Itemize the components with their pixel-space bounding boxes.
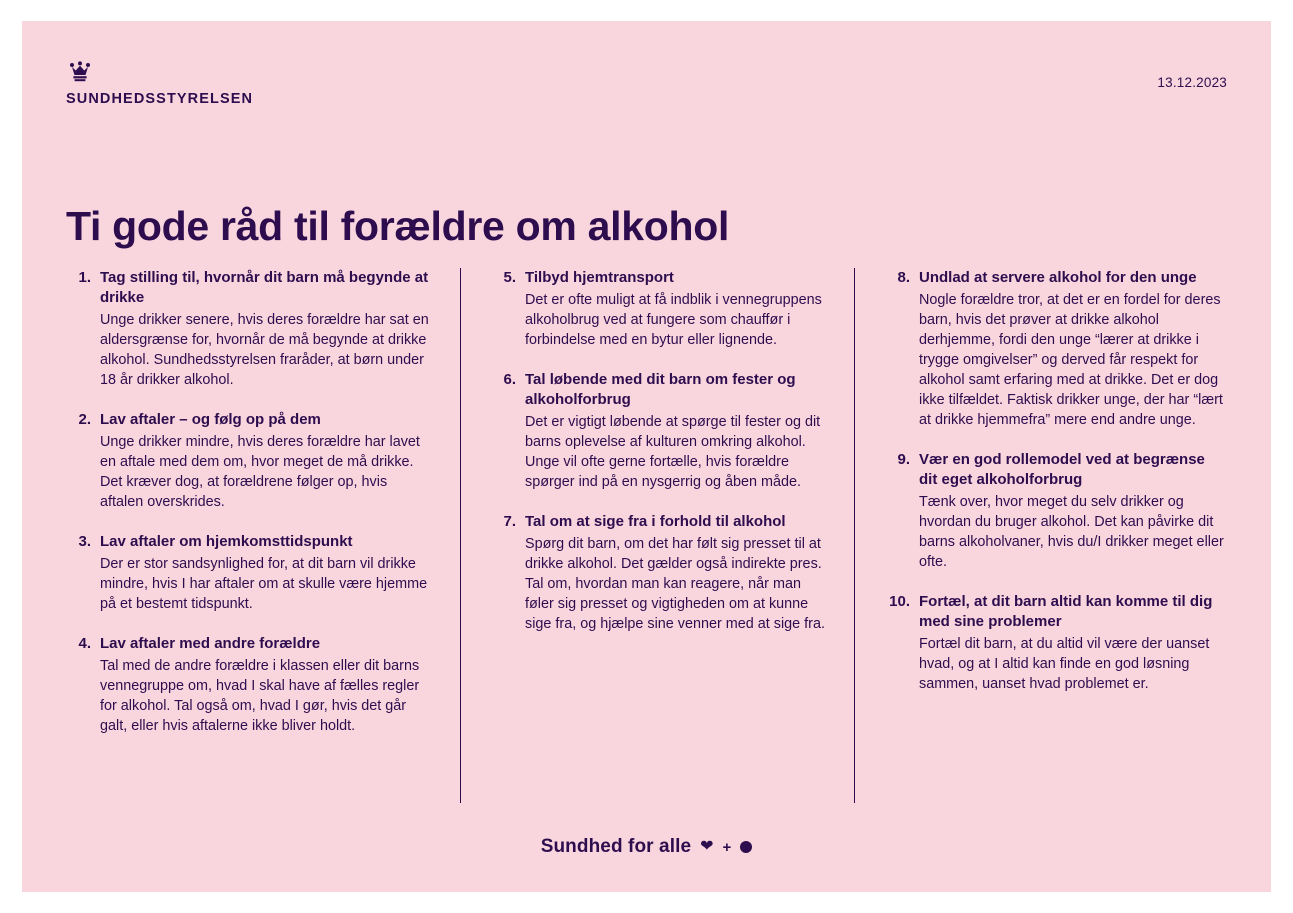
advice-body [100, 634, 434, 736]
advice-column-1 [66, 268, 460, 803]
advice-item [885, 268, 1226, 430]
logo [66, 61, 253, 107]
advice-body [919, 592, 1226, 694]
advice-heading: Lav aftaler med andre forældre [100, 635, 321, 652]
document-date: 13.12.2023 [1157, 75, 1227, 90]
page-title: Ti gode råd til forældre om alkohol [66, 203, 730, 250]
advice-number: 8. [897, 269, 910, 286]
advice-heading: Tal om at sige fra i forhold til alkohol [525, 513, 786, 530]
advice-heading: Lav aftaler – og følg op på dem [100, 411, 321, 428]
advice-body [525, 512, 828, 634]
logo-text: SUNDHEDSSTYRELSEN [66, 91, 254, 107]
advice-heading: Tilbyd hjemtransport [525, 269, 674, 286]
advice-item [66, 532, 434, 614]
advice-text: Der er stor sandsynlighed for, at dit barn vil drikke mindre, hvis I har aftaler om at skulle være hjemme på et bestemt tidspunkt. [100, 556, 428, 612]
advice-text: Spørg dit barn, om det har følt sig presset til at drikke alkohol. Det gælder også indirekte pres. Tal om, hvordan man kan reagere, når man føler sig presset og vigtigheden om at kunne sige fra, og hjælpe sine venner med at sige fra. [525, 536, 825, 632]
document-footer [22, 836, 1271, 858]
advice-item [66, 410, 434, 512]
advice-body [919, 450, 1226, 572]
advice-text: Unge drikker mindre, hvis deres forældre har lavet en aftale med dem om, hvor meget de må drikke. Det kræver dog, at forældrene følger op, hvis aftalen overskrides. [100, 434, 420, 510]
advice-number: 4. [78, 635, 91, 652]
advice-item [66, 268, 434, 390]
advice-text: Unge drikker senere, hvis deres forældre har sat en aldersgrænse for, hvornår de må begynde at drikke alkohol. Sundhedsstyrelsen fraråder, at børn under 18 år drikker alkohol. [100, 312, 429, 388]
heart-icon: ❤ [700, 838, 714, 855]
advice-item [885, 450, 1226, 572]
advice-text: Fortæl dit barn, at du altid vil være der uanset hvad, og at I altid kan finde en god løsning sammen, uanset hvad problemet er. [919, 636, 1210, 692]
advice-text: Det er ofte muligt at få indblik i vennegruppens alkoholbrug ved at fungere som chauffør i forbindelse med en bytur eller lignende. [525, 292, 822, 348]
advice-heading: Tal løbende med dit barn om fester og alkoholforbrug [525, 371, 796, 408]
advice-text: Tal med de andre forældre i klassen eller dit barns vennegruppe om, hvad I skal have af fælles regler for alkohol. Tal også om, hvad I gør, hvis det går galt, eller hvis aftalerne ikke bliver holdt. [100, 658, 420, 734]
advice-number: 7. [503, 513, 516, 530]
dot-icon [740, 841, 752, 853]
advice-number: 3. [78, 533, 91, 550]
advice-body [100, 410, 434, 512]
advice-number: 6. [503, 371, 516, 388]
advice-item [491, 512, 828, 634]
advice-heading: Lav aftaler om hjemkomsttidspunkt [100, 533, 353, 550]
advice-text: Nogle forældre tror, at det er en fordel for deres barn, hvis det prøver at drikke alkohol derhjemme, fordi den unge “lærer at drikke i trygge omgivelser” og derved får respekt for alkohol samt erfaring med at drikke. Det er dog ikke tilfældet. Faktisk drikker unge, der har “lært at drikke hjemmefra” mere end andre unge. [919, 292, 1223, 428]
advice-column-3 [854, 268, 1226, 803]
crown-icon [68, 61, 253, 88]
document-header [66, 61, 1227, 131]
advice-column-2 [460, 268, 854, 803]
advice-body [100, 532, 434, 614]
advice-heading: Vær en god rollemodel ved at begrænse dit eget alkoholforbrug [919, 451, 1205, 488]
advice-number: 5. [503, 269, 516, 286]
advice-item [491, 370, 828, 492]
advice-body [525, 268, 828, 350]
footer-slogan [541, 836, 753, 858]
advice-number: 9. [897, 451, 910, 468]
advice-item [885, 592, 1226, 694]
poster-page [22, 21, 1271, 892]
advice-heading: Undlad at servere alkohol for den unge [919, 269, 1197, 286]
advice-heading: Fortæl, at dit barn altid kan komme til dig med sine problemer [919, 593, 1213, 630]
advice-number: 10. [889, 593, 910, 610]
advice-number: 1. [78, 269, 91, 286]
advice-body [525, 370, 828, 492]
advice-item [66, 634, 434, 736]
advice-text: Tænk over, hvor meget du selv drikker og hvordan du bruger alkohol. Det kan påvirke dit barns alkoholvaner, hvis du/I drikker meget eller ofte. [919, 494, 1224, 570]
advice-heading: Tag stilling til, hvornår dit barn må begynde at drikke [100, 269, 429, 306]
advice-body [919, 268, 1226, 430]
footer-text: Sundhed for alle [540, 836, 692, 857]
advice-text: Det er vigtigt løbende at spørge til fester og dit barns oplevelse af kulturen omkring alkohol. Unge vil ofte gerne fortælle, hvis forældre spørger ind på en nysgerrig og åben måde. [525, 414, 821, 490]
advice-item [491, 268, 828, 350]
plus-icon: + [722, 838, 732, 856]
advice-columns [66, 268, 1226, 803]
advice-body [100, 268, 434, 390]
advice-number: 2. [78, 411, 91, 428]
